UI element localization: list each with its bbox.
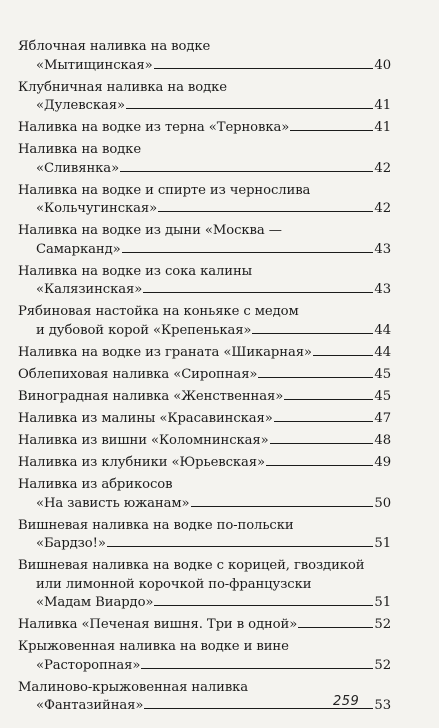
toc-entry-title-line: Крыжовенная наливка на водке и вине xyxy=(18,639,289,655)
toc-leader-line xyxy=(274,421,373,422)
toc-leader-line xyxy=(252,333,373,334)
toc-entry xyxy=(18,517,391,554)
toc-entry-title-line: Наливка на водке из дыни «Москва — xyxy=(18,223,282,239)
toc-leader-line xyxy=(266,465,373,466)
toc-entry-title-line: Наливка из клубники «Юрьевская» xyxy=(18,454,265,470)
toc-page-number: 51 xyxy=(374,595,391,611)
toc-entry-title-line: «Кольчугинская» xyxy=(36,201,158,217)
toc-entry-title-line: «Расторопная» xyxy=(36,657,141,673)
toc-entry xyxy=(18,476,391,513)
toc-entry xyxy=(18,79,391,116)
toc-leader-line xyxy=(298,627,373,628)
toc-entry-title-line: Наливка на водке из сока калины xyxy=(18,263,253,279)
toc-entry-last-line xyxy=(18,322,391,341)
toc-page-number: 43 xyxy=(374,282,391,298)
toc-page-number: 51 xyxy=(374,536,391,552)
toc-entry-title-line: или лимонной корочкой по-французски xyxy=(36,576,312,592)
toc-entry xyxy=(18,38,391,75)
toc-entry-line xyxy=(18,182,391,201)
toc-entry-line xyxy=(18,517,391,536)
toc-page-number: 53 xyxy=(374,698,391,714)
toc-entry xyxy=(18,344,391,363)
toc-entry-title-line: Малиново-крыжовенная наливка xyxy=(18,679,249,695)
toc-entry xyxy=(18,388,391,407)
toc-page-number: 52 xyxy=(374,617,391,633)
toc-entry xyxy=(18,303,391,340)
toc-entry-last-line xyxy=(18,200,391,219)
toc-entry xyxy=(18,119,391,138)
toc-entry-line xyxy=(18,38,391,57)
toc-entry xyxy=(18,638,391,675)
toc-entry-title-line: Наливка из абрикосов xyxy=(18,476,173,492)
toc-entry-last-line xyxy=(18,97,391,116)
toc-page-number: 45 xyxy=(374,367,391,383)
toc-leader-line xyxy=(126,108,373,109)
toc-page-number: 42 xyxy=(374,160,391,176)
toc-entry-title-line: «Мадам Виардо» xyxy=(36,595,154,611)
toc-leader-line xyxy=(158,211,373,212)
page-number: 259 xyxy=(333,694,360,709)
toc-entry-last-line xyxy=(18,495,391,514)
toc-entry xyxy=(18,182,391,219)
toc-page-number: 43 xyxy=(374,241,391,257)
toc-entry-last-line xyxy=(18,454,391,473)
toc-entry-line xyxy=(18,576,391,595)
toc-leader-line xyxy=(120,171,373,172)
toc-entry-line xyxy=(18,557,391,576)
toc-leader-line xyxy=(154,605,373,606)
toc-entry-line xyxy=(18,141,391,160)
toc-leader-line xyxy=(107,546,373,547)
toc-leader-line xyxy=(141,668,373,669)
toc-entry-last-line xyxy=(18,616,391,635)
toc-entry-title-line: Клубничная наливка на водке xyxy=(18,79,227,95)
toc-entry-title-line: «На зависть южанам» xyxy=(36,495,190,511)
toc-entry-title-line: «Дулевская» xyxy=(36,98,125,114)
toc-page-number: 44 xyxy=(374,345,391,361)
toc-entry-line xyxy=(18,303,391,322)
toc-entry-title-line: Вишневая наливка на водке по-польски xyxy=(18,517,294,533)
toc-entry-title-line: Виноградная наливка «Женственная» xyxy=(18,389,284,404)
toc-entry-title-line: Яблочная наливка на водке xyxy=(18,39,211,54)
toc-entry xyxy=(18,454,391,473)
toc-page-number: 42 xyxy=(374,201,391,217)
toc-entry-title-line: и дубовой корой «Крепенькая» xyxy=(36,323,252,339)
toc-page-number: 45 xyxy=(374,389,391,404)
toc-entry-line xyxy=(18,79,391,98)
toc-page-number: 41 xyxy=(374,98,391,114)
toc-entry xyxy=(18,410,391,429)
toc-entry-title-line: Наливка из малины «Красавинская» xyxy=(18,410,273,426)
toc-entry-title-line: Самарканд» xyxy=(36,241,121,257)
toc-entry-title-line: Наливка на водке xyxy=(18,142,142,158)
toc-entry-last-line xyxy=(18,160,391,179)
toc-entry-title-line: Облепиховая наливка «Сиропная» xyxy=(18,367,258,383)
toc-leader-line xyxy=(154,68,373,69)
toc-page-number: 41 xyxy=(374,120,391,136)
toc-page-number: 47 xyxy=(374,410,391,426)
toc-entry-line xyxy=(18,476,391,495)
toc-entry-title-line: «Сливянка» xyxy=(36,160,120,176)
toc-entry-last-line xyxy=(18,594,391,613)
toc-page-number: 49 xyxy=(374,454,391,470)
toc-leader-line xyxy=(290,130,373,131)
toc-entry-title-line: Наливка из вишни «Коломнинская» xyxy=(18,432,269,448)
toc-entry-last-line xyxy=(18,344,391,363)
toc-entry-title-line: Наливка на водке из граната «Шикарная» xyxy=(18,345,312,361)
toc-entry-title-line: Наливка на водке из терна «Терновка» xyxy=(18,120,290,136)
toc-entry-last-line xyxy=(18,281,391,300)
toc-entry xyxy=(18,616,391,635)
toc-entry-title-line: Рябиновая настойка на коньяке с медом xyxy=(18,304,299,320)
toc-entry-line xyxy=(18,638,391,657)
toc-page-number: 52 xyxy=(374,657,391,673)
toc-entry xyxy=(18,557,391,613)
toc-entry xyxy=(18,263,391,300)
toc-leader-line xyxy=(284,399,373,400)
toc-page-number: 44 xyxy=(374,323,391,339)
table-of-contents xyxy=(18,38,391,719)
toc-entry-title-line: «Бардзо!» xyxy=(36,536,106,552)
toc-page-number: 40 xyxy=(374,57,391,73)
toc-entry-line xyxy=(18,263,391,282)
toc-leader-line xyxy=(258,377,373,378)
toc-entry xyxy=(18,432,391,451)
toc-entry-line xyxy=(18,222,391,241)
toc-entry-last-line xyxy=(18,119,391,138)
toc-entry-last-line xyxy=(18,410,391,429)
toc-entry-last-line xyxy=(18,535,391,554)
toc-entry-title-line: Наливка «Печеная вишня. Три в одной» xyxy=(18,617,298,633)
toc-entry-last-line xyxy=(18,241,391,260)
toc-leader-line xyxy=(191,506,374,507)
toc-entry-title-line: Наливка на водке и спирте из чернослива xyxy=(18,182,311,198)
toc-entry-title-line: «Фантазийная» xyxy=(36,698,144,714)
toc-entry-title-line: Вишневая наливка на водке с корицей, гвоздикой xyxy=(18,558,365,574)
toc-entry xyxy=(18,366,391,385)
toc-leader-line xyxy=(313,355,373,356)
toc-leader-line xyxy=(122,252,373,253)
toc-entry-last-line xyxy=(18,388,391,407)
toc-entry xyxy=(18,141,391,178)
toc-page-number: 48 xyxy=(374,432,391,448)
toc-entry xyxy=(18,222,391,259)
toc-entry-last-line xyxy=(18,366,391,385)
toc-page-number: 50 xyxy=(374,495,391,511)
toc-entry-last-line xyxy=(18,432,391,451)
toc-leader-line xyxy=(270,443,373,444)
toc-entry-title-line: «Мытищинская» xyxy=(36,57,153,73)
toc-entry-last-line xyxy=(18,657,391,676)
toc-leader-line xyxy=(143,292,373,293)
toc-entry-title-line: «Калязинская» xyxy=(36,282,143,298)
toc-entry-last-line xyxy=(18,57,391,76)
